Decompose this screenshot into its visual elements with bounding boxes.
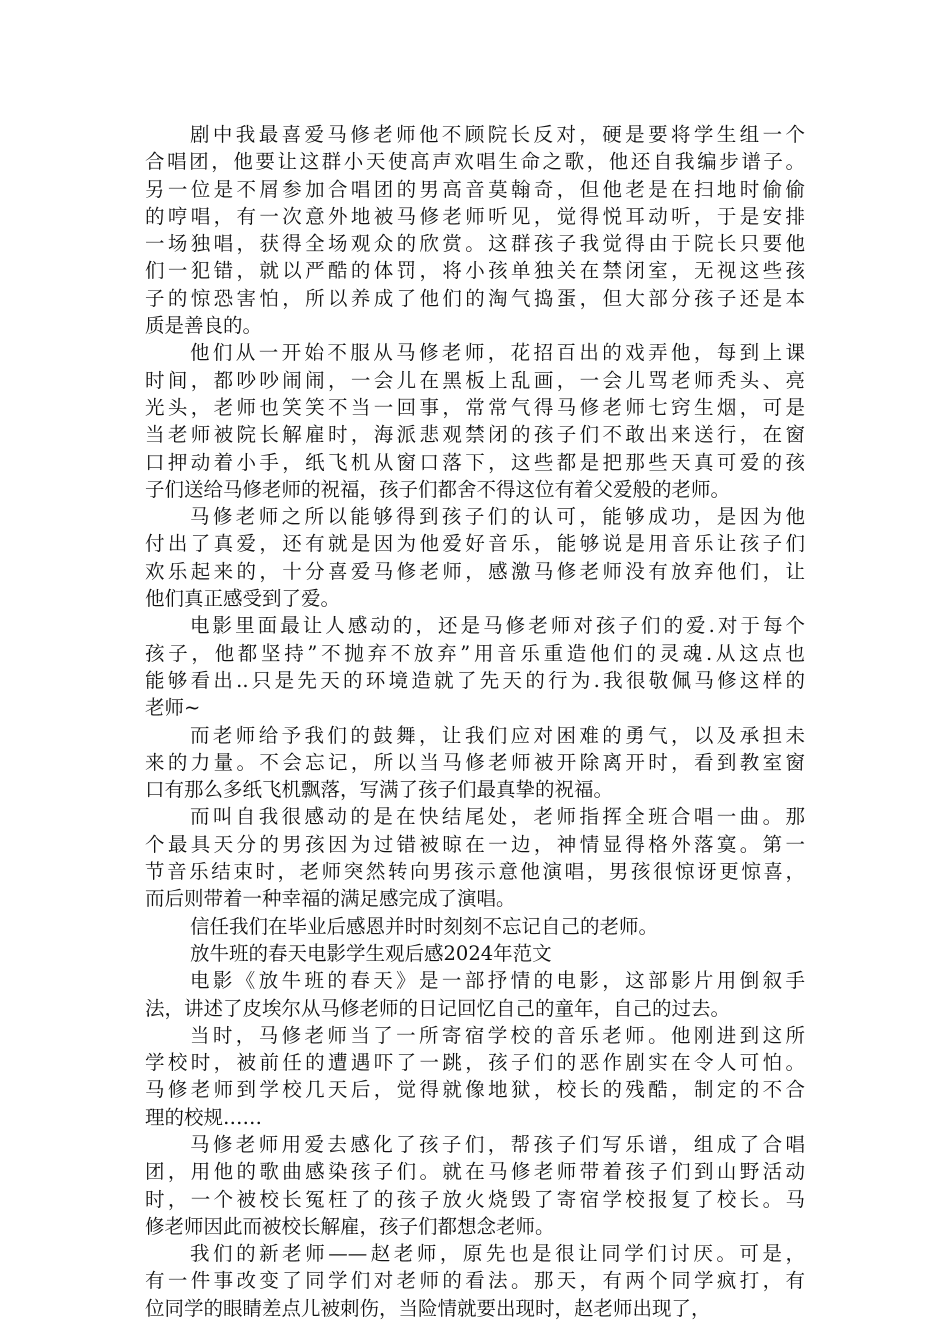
- text-line: 有一件事改变了同学们对老师的看法。那天，有两个同学疯打，有: [145, 1269, 805, 1293]
- text-line: 他们真正感受到了爱。: [145, 587, 341, 611]
- text-line: 而老师给予我们的鼓舞，让我们应对困难的勇气，以及承担未: [190, 723, 805, 747]
- text-line: 欢乐起来的，十分喜爱马修老师，感激马修老师没有放弃他们，让: [145, 559, 805, 583]
- text-line: 修老师因此而被校长解雇，孩子们都想念老师。: [145, 1214, 555, 1238]
- text-line: 马修老师到学校几天后，觉得就像地狱，校长的残酷，制定的不合: [145, 1078, 805, 1102]
- text-line: 当时，马修老师当了一所寄宿学校的音乐老师。他刚进到这所: [190, 1023, 805, 1047]
- text-line: 而后则带着一种幸福的满足感完成了演唱。: [145, 887, 516, 911]
- text-line: 子们送给马修老师的祝福，孩子们都舍不得这位有着父爱般的老师。: [145, 477, 731, 501]
- text-line: 信任我们在毕业后感恩并时时刻刻不忘记自己的老师。: [190, 914, 659, 938]
- text-line: 节音乐结束时，老师突然转向男孩示意他演唱，男孩很惊讶更惊喜，: [145, 860, 805, 884]
- paragraph: [145, 722, 805, 804]
- text-line: 电影《放牛班的春天》是一部抒情的电影，这部影片用倒叙手: [190, 969, 805, 993]
- text-line: 时，一个被校长冤枉了的孩子放火烧毁了寄宿学校报复了校长。马: [145, 1187, 805, 1211]
- paragraph: [145, 803, 805, 912]
- paragraph: [145, 1022, 805, 1131]
- text-line: 能够看出..只是先天的环境造就了先天的行为.我很敬佩马修这样的: [145, 668, 805, 692]
- text-line: 口有那么多纸飞机飘落，写满了孩子们最真挚的祝福。: [145, 778, 614, 802]
- text-line: 另一位是不屑参加合唱团的男高音莫翰奇，但他老是在扫地时偷偷: [145, 177, 805, 201]
- text-line: 马修老师之所以能够得到孩子们的认可，能够成功，是因为他: [190, 505, 805, 529]
- text-line: 口押动着小手，纸飞机从窗口落下，这些都是把那些天真可爱的孩: [145, 450, 805, 474]
- text-line: 子的惊恐害怕，所以养成了他们的淘气捣蛋，但大部分孩子还是本: [145, 286, 805, 310]
- text-line: 马修老师用爱去感化了孩子们，帮孩子们写乐谱，组成了合唱: [190, 1132, 805, 1156]
- paragraph: [145, 339, 805, 503]
- text-line: 质是善良的。: [145, 314, 263, 338]
- text-line: 个最具天分的男孩因为过错被晾在一边，神情显得格外落寞。第一: [145, 832, 805, 856]
- text-line: 当老师被院长解雇时，海派悲观禁闭的孩子们不敢出来送行，在窗: [145, 423, 805, 447]
- text-line: 理的校规……: [145, 1105, 263, 1129]
- paragraph: [145, 503, 805, 612]
- paragraph: [145, 940, 805, 967]
- text-line: 时间，都吵吵闹闹，一会儿在黑板上乱画，一会儿骂老师秃头、亮: [145, 368, 805, 392]
- paragraph: [145, 967, 805, 1022]
- text-line: 剧中我最喜爱马修老师他不顾院长反对，硬是要将学生组一个: [190, 123, 805, 146]
- text-line: 法，讲述了皮埃尔从马修老师的日记回忆自己的童年，自己的过去。: [145, 996, 731, 1020]
- text-line: 孩子，他都坚持”不抛弃不放弃”用音乐重造他们的灵魂.从这点也: [145, 641, 805, 665]
- text-line: 老师~: [145, 696, 201, 720]
- paragraph: [145, 913, 805, 940]
- text-line: 而叫自我很感动的是在快结尾处，老师指挥全班合唱一曲。那: [190, 805, 805, 829]
- text-line: 放牛班的春天电影学生观后感2024年范文: [190, 941, 552, 965]
- paragraph: [145, 1240, 805, 1322]
- text-line: 他们从一开始不服从马修老师，花招百出的戏弄他，每到上课: [190, 341, 805, 365]
- text-line: 一场独唱，获得全场观众的欣赏。这群孩子我觉得由于院长只要他: [145, 232, 805, 256]
- document-body: [145, 121, 805, 1322]
- text-line: 来的力量。不会忘记，所以当马修老师被开除离开时，看到教室窗: [145, 750, 805, 774]
- text-line: 付出了真爱，还有就是因为他爱好音乐，能够说是用音乐让孩子们: [145, 532, 805, 556]
- text-line: 合唱团，他要让这群小天使高声欢唱生命之歌，他还自我编步谱子。: [145, 150, 805, 174]
- text-line: 电影里面最让人感动的，还是马修老师对孩子们的爱.对于每个: [190, 614, 805, 638]
- text-line: 我们的新老师——赵老师，原先也是很让同学们讨厌。可是，: [190, 1242, 805, 1266]
- text-line: 学校时，被前任的遭遇吓了一跳，孩子们的恶作剧实在令人可怕。: [145, 1051, 805, 1075]
- text-line: 的哼唱，有一次意外地被马修老师听见，觉得悦耳动听，于是安排: [145, 204, 805, 228]
- text-line: 团，用他的歌曲感染孩子们。就在马修老师带着孩子们到山野活动: [145, 1160, 805, 1184]
- text-line: 位同学的眼睛差点儿被刺伤，当险情就要出现时，赵老师出现了，: [145, 1296, 711, 1320]
- paragraph: [145, 1131, 805, 1240]
- text-line: 们一犯错，就以严酷的体罚，将小孩单独关在禁闭室，无视这些孩: [145, 259, 805, 283]
- paragraph: [145, 612, 805, 721]
- text-line: 光头，老师也笑笑不当一回事，常常气得马修老师七窍生烟，可是: [145, 395, 805, 419]
- paragraph: [145, 121, 805, 339]
